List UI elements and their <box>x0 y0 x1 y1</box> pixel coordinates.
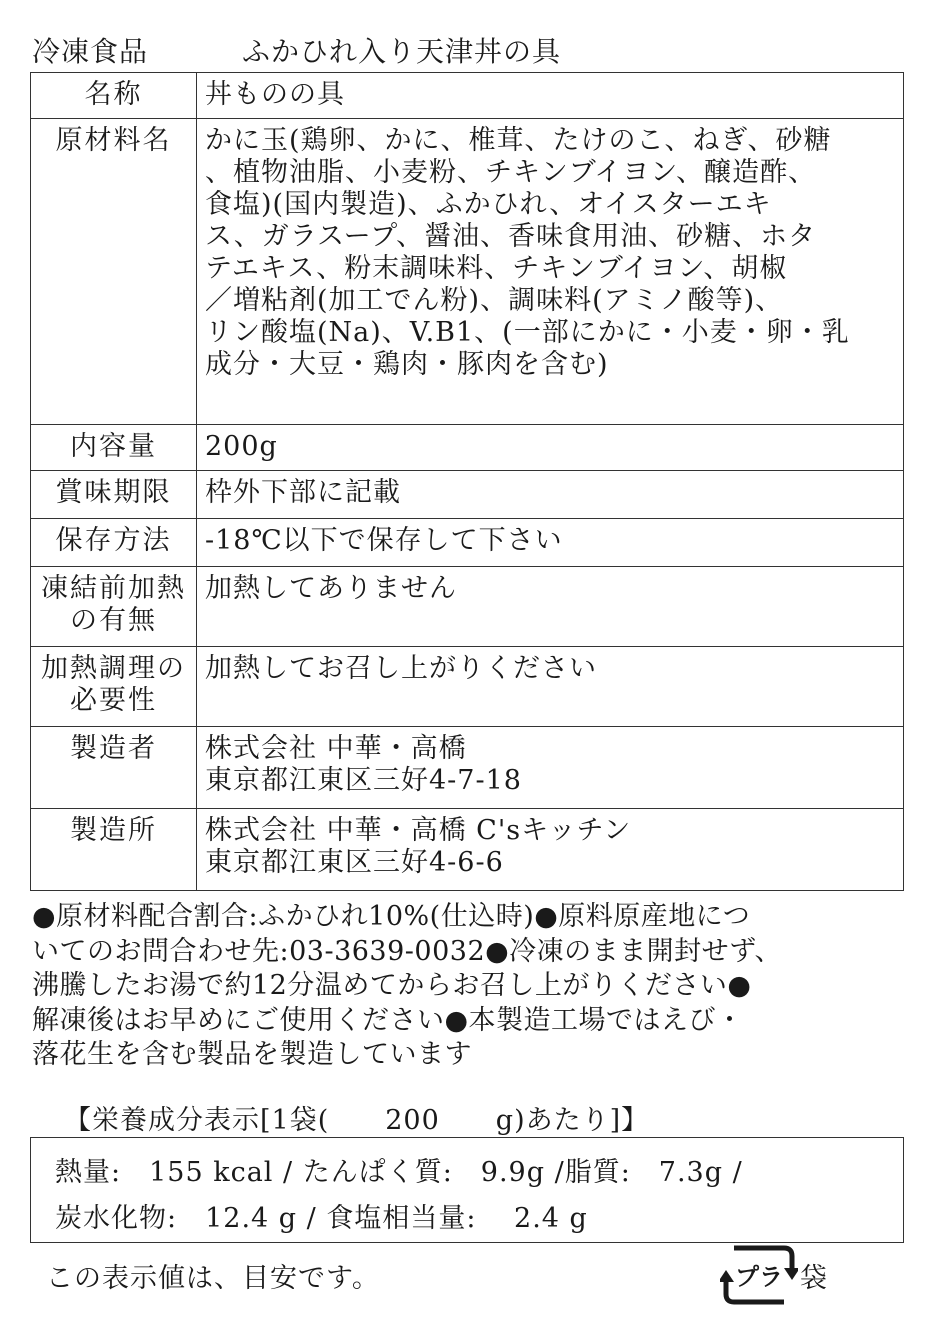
value-cell <box>197 471 904 519</box>
recycle-symbol-text: プラ <box>735 1263 783 1291</box>
value-cell <box>197 809 904 891</box>
label-cell <box>31 471 197 519</box>
ingredient-line: ス、ガラスープ、醤油、香味食用油、砂糖、ホタ <box>205 221 817 252</box>
note-line: ●原材料配合割合:ふかひれ10%(仕込時)●原料原産地につ <box>32 901 751 932</box>
nutrition-row: 熱量: 155 kcal / たんぱく質: 9.9g /脂質: 7.3g / <box>55 1157 743 1188</box>
ingredient-line: 、植物油脂、小麦粉、チキンブイヨン、醸造酢、 <box>205 157 817 188</box>
label-cell <box>31 425 197 471</box>
label-cell <box>31 119 197 425</box>
nutrition-title: 【栄養成分表示[1袋( 200 g)あたり]】 <box>64 1105 650 1136</box>
ingredient-line: リン酸塩(Na)、V.B1、(一部にかに・小麦・卵・乳 <box>205 317 850 348</box>
value-text: 200g <box>205 431 278 462</box>
label-text: 保存方法 <box>55 525 172 556</box>
value-cell <box>197 119 904 425</box>
label-text: 必要性 <box>70 685 157 716</box>
value-cell <box>197 425 904 471</box>
company-name: 株式会社 中華・高橋 <box>205 733 467 764</box>
food-category: 冷凍食品 <box>32 35 149 68</box>
row-name <box>31 73 904 119</box>
value-cell <box>197 727 904 809</box>
label-cell <box>31 647 197 727</box>
ingredient-line: ／増粘剤(加工でん粉)、調味料(アミノ酸等)、 <box>205 285 784 316</box>
label-text: 製造者 <box>70 733 157 764</box>
note-line: 解凍後はお早めにご使用ください●本製造工場ではえび・ <box>32 1004 744 1036</box>
row-preheated <box>31 567 904 647</box>
company-address: 東京都江東区三好4-7-18 <box>205 765 522 796</box>
label-text: 名称 <box>84 79 143 110</box>
ingredient-line: 成分・大豆・鶏肉・豚肉を含む) <box>205 349 609 380</box>
label-text: 賞味期限 <box>55 477 172 508</box>
value-cell <box>197 647 904 727</box>
value-text: 加熱してありません <box>205 573 457 604</box>
value-cell <box>197 519 904 567</box>
value-text: 枠外下部に記載 <box>205 477 401 508</box>
ingredient-line: かに玉(鶏卵、かに、椎茸、たけのこ、ねぎ、砂糖 <box>205 125 832 156</box>
product-title: ふかひれ入り天津丼の具 <box>242 35 562 68</box>
label-cell <box>31 727 197 809</box>
row-manufacturer <box>31 727 904 809</box>
company-address: 東京都江東区三好4-6-6 <box>205 847 504 878</box>
header <box>32 30 562 70</box>
footnote: この表示値は、目安です。 <box>46 1263 380 1294</box>
label-text: 原材料名 <box>55 125 172 156</box>
label-cell <box>31 809 197 891</box>
row-factory <box>31 809 904 891</box>
row-content <box>31 425 904 471</box>
label-text: の有無 <box>70 605 157 636</box>
nutrition-box <box>30 1137 904 1243</box>
label-text: 製造所 <box>70 815 157 846</box>
row-best-before <box>31 471 904 519</box>
label-cell <box>31 567 197 647</box>
label-cell <box>31 73 197 119</box>
row-cooking-needed <box>31 647 904 727</box>
ingredient-line: テエキス、粉末調味料、チキンブイヨン、胡椒 <box>205 253 788 284</box>
label-text: 加熱調理の <box>41 653 186 684</box>
label-text: 内容量 <box>70 431 157 462</box>
recycle-mark <box>720 1240 832 1310</box>
row-storage <box>31 519 904 567</box>
nutrition-row: 炭水化物: 12.4 g / 食塩相当量: 2.4 g <box>55 1203 588 1234</box>
label-cell <box>31 519 197 567</box>
value-cell <box>197 73 904 119</box>
company-name: 株式会社 中華・高橋 C'sキッチン <box>205 815 632 846</box>
note-line: いてのお問合わせ先:03-3639-0032●冷凍のまま開封せず、 <box>32 935 783 967</box>
row-ingredients <box>31 119 904 425</box>
note-line: 落花生を含む製品を製造しています <box>32 1039 472 1070</box>
ingredient-line: 食塩)(国内製造)、ふかひれ、オイスターエキ <box>205 189 772 220</box>
label-text: 凍結前加熱 <box>41 573 186 604</box>
value-text: 加熱してお召し上がりください <box>205 653 597 684</box>
value-text: -18℃以下で保存して下さい <box>205 525 563 556</box>
value-cell <box>197 567 904 647</box>
label-table <box>30 72 904 891</box>
notes-block <box>32 900 912 1073</box>
plastic-recycle-icon <box>720 1240 798 1310</box>
value-text: 丼ものの具 <box>205 79 345 110</box>
recycle-label: 袋 <box>800 1263 827 1294</box>
note-line: 沸騰したお湯で約12分温めてからお召し上がりください● <box>32 970 752 1001</box>
